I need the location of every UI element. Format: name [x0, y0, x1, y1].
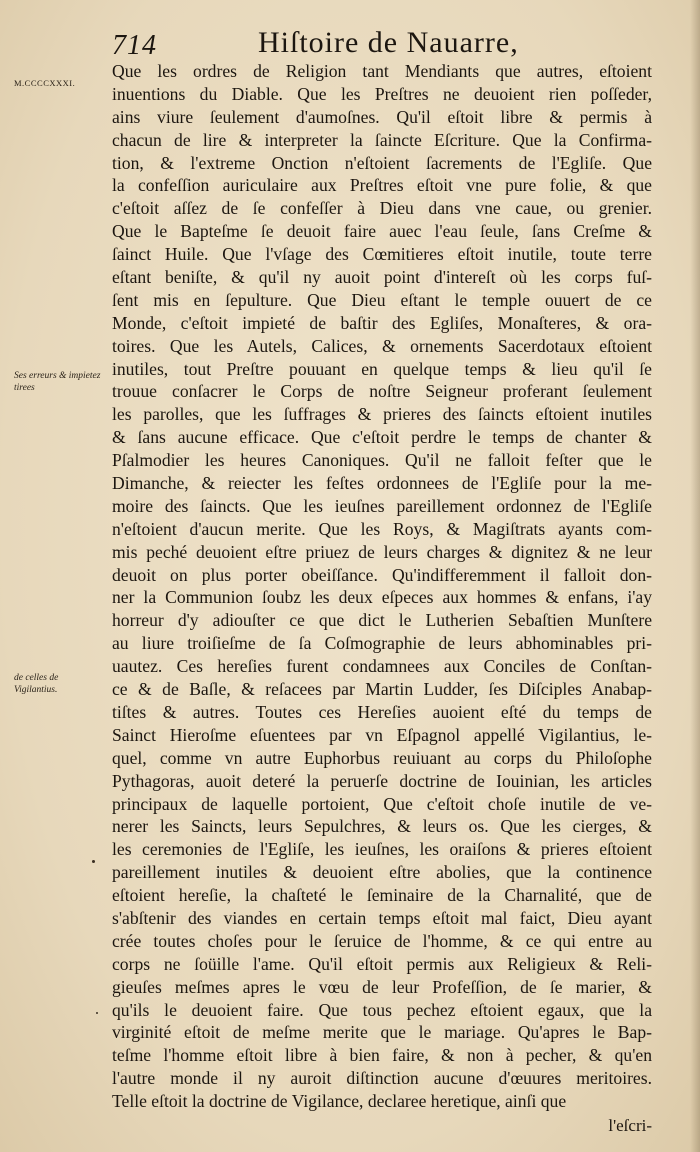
text-line: qu'ils le deuoient faire. Que tous pechez eſtoient egaux, que la — [112, 999, 652, 1020]
text-line: quel, comme vn autre Euphorbus reuiuant au corps du Philoſophe — [112, 747, 652, 768]
text-line: n'eſtoient d'aucun merite. Que les Roys, & Magiſtrats ayants com- — [112, 518, 652, 539]
margin-note-year: M.CCCCXXXI. — [14, 78, 76, 88]
catchword: l'eſcri- — [608, 1116, 652, 1135]
text-line: tiſtes & autres. Toutes ces Hereſies auoient eſté du temps de — [112, 701, 652, 722]
text-line: crée toutes choſes pour le ſeruice de l'homme, & ce qui entre au — [112, 930, 652, 951]
text-line: inutiles, tout Preſtre pouuant en quelque temps & lieu qu'il ſe — [112, 358, 652, 379]
text-line: moire des ſaincts. Que les ieuſnes pareillement ordonnez de l'Egliſe — [112, 495, 652, 516]
text-line: corps ne ſoüille l'ame. Qu'il eſtoit permis aux Religieux & Reli- — [112, 953, 652, 974]
text-line: teſme l'homme eſtoit libre à bien faire, & non à pecher, & qu'en — [112, 1045, 652, 1066]
running-title: Hiſtoire de Nauarre, — [258, 26, 519, 59]
text-line: ſent mis en ſepulture. Que Dieu eſtant le temple ouuert de ce — [112, 289, 652, 310]
text-line: eſtoient hereſie, la chaſteté le ſeminaire de la Charnalité, que de — [112, 885, 652, 906]
text-line: Que les ordres de Religion tant Mendiants que autres, eſtoient — [112, 61, 652, 81]
ink-speck — [96, 1012, 98, 1014]
text-line: s'abſtenir des viandes en certain temps eſtoit mal faict, Dieu ayant — [112, 907, 652, 928]
text-line: tion, & l'extreme Onction n'eſtoient ſacrements de l'Egliſe. Que — [112, 152, 652, 173]
text-line: au liure troiſieſme de ſa Coſmographie de leurs abhominables pri- — [112, 633, 652, 654]
text-line: toires. Que les Autels, Calices, & ornements Sacerdotaux eſtoient — [112, 335, 652, 356]
text-line: Monde, c'eſtoit impieté de baſtir des Egliſes, Monaſteres, & ora- — [112, 312, 652, 333]
text-line: Pythagoras, auoit deteré la peruerſe doctrine de Iouinian, les articles — [112, 770, 652, 791]
page-number: 714 — [112, 30, 157, 61]
text-line: la confeſſion auriculaire aux Preſtres eſtoit vne pure folie, & que — [112, 175, 652, 196]
text-line: pareillement inutiles & deuoient eſtre abolies, que la continence — [112, 862, 652, 883]
text-line: mis peché deuoient eſtre priuez de leurs charges & dignitez & ne leur — [112, 541, 652, 562]
text-line: Sainct Hieroſme eſuentees par vn Eſpagnol appellé Vigilantius, le- — [112, 724, 652, 745]
ink-speck — [92, 860, 95, 863]
text-line: nerer les Saincts, leurs Sepulchres, & leurs os. Que les cierges, & — [112, 816, 652, 837]
text-line: trouue conſacrer le Corps de noſtre Seigneur proferant ſeulement — [112, 381, 652, 402]
text-line: chacun de lire & interpreter la ſaincte Eſcriture. Que la Confirma- — [112, 129, 652, 150]
margin-note-vigilantius: de celles de Vigilantius. — [14, 673, 59, 695]
text-line: les parolles, que les ſuffrages & prieres des ſaincts eſtoient inutiles — [112, 404, 652, 425]
text-line: Telle eſtoit la doctrine de Vigilance, declaree heretique, ainſi que — [112, 1091, 567, 1112]
text-line: ce & de Baſle, & reſacees par Martin Ludder, ſes Diſciples Anabap- — [112, 679, 652, 700]
text-line: Pſalmodier les heures Canoniques. Qu'il ne falloit feſter que le — [112, 450, 652, 471]
text-line: ner la Communion ſoubz les deux eſpeces aux hommes & enfans, i'ay — [112, 587, 652, 608]
text-line: deuoit on plus porter obeiſſance. Qu'indifferemment il falloit don- — [112, 564, 652, 585]
text-line: Que le Bapteſme ſe deuoit faire auec l'eau ſeule, ſans Creſme & — [112, 221, 652, 242]
body-text — [112, 60, 652, 1113]
text-line: principaux de laquelle portoient, Que c'eſtoit choſe inutile de ve- — [112, 793, 652, 814]
text-line: & ſans aucune efficace. Que c'eſtoit perdre le temps de chanter & — [112, 427, 652, 448]
text-line: eſtant beniſte, & qu'il ny auoit point d'intereſt où les corps fuſ- — [112, 267, 652, 288]
text-line: ſainct Huile. Que l'vſage des Cœmitieres eſtoit inutile, toute terre — [112, 244, 652, 265]
text-line: c'eſtoit aſſez de ſe confeſſer à Dieu dans vne caue, ou grenier. — [112, 198, 652, 219]
text-line: l'autre monde il ny auroit diſtinction aucune d'œuures meritoires. — [112, 1068, 652, 1089]
text-line: inuentions du Diable. Que les Preſtres ne deuoient rien poſſeder, — [112, 83, 652, 104]
text-line: gieuſes meſmes apres le vœu de leur Profeſſion, de ſe marier, & — [112, 976, 652, 997]
text-line: horreur d'y adiouſter ce que dict le Lutherien Sebaſtien Munſtere — [112, 610, 652, 631]
page-edge-shadow — [690, 0, 700, 1152]
text-line: ains viure ſeulement d'aumoſnes. Qu'il eſtoit libre & permis à — [112, 106, 652, 127]
text-line: virginité eſtoit de meſme merite que le mariage. Qu'apres le Bap- — [112, 1022, 652, 1043]
text-line: les ceremonies de l'Egliſe, les ieuſnes, les oraiſons & prieres eſtoient — [112, 839, 652, 860]
margin-note-errors: Ses erreurs & impietez tirees — [14, 371, 101, 393]
text-line: uautez. Ces hereſies furent condamnees aux Conciles de Conſtan- — [112, 656, 652, 677]
text-line: Dimanche, & reiecter les feſtes ordonnees de l'Egliſe pour la me- — [112, 473, 652, 494]
